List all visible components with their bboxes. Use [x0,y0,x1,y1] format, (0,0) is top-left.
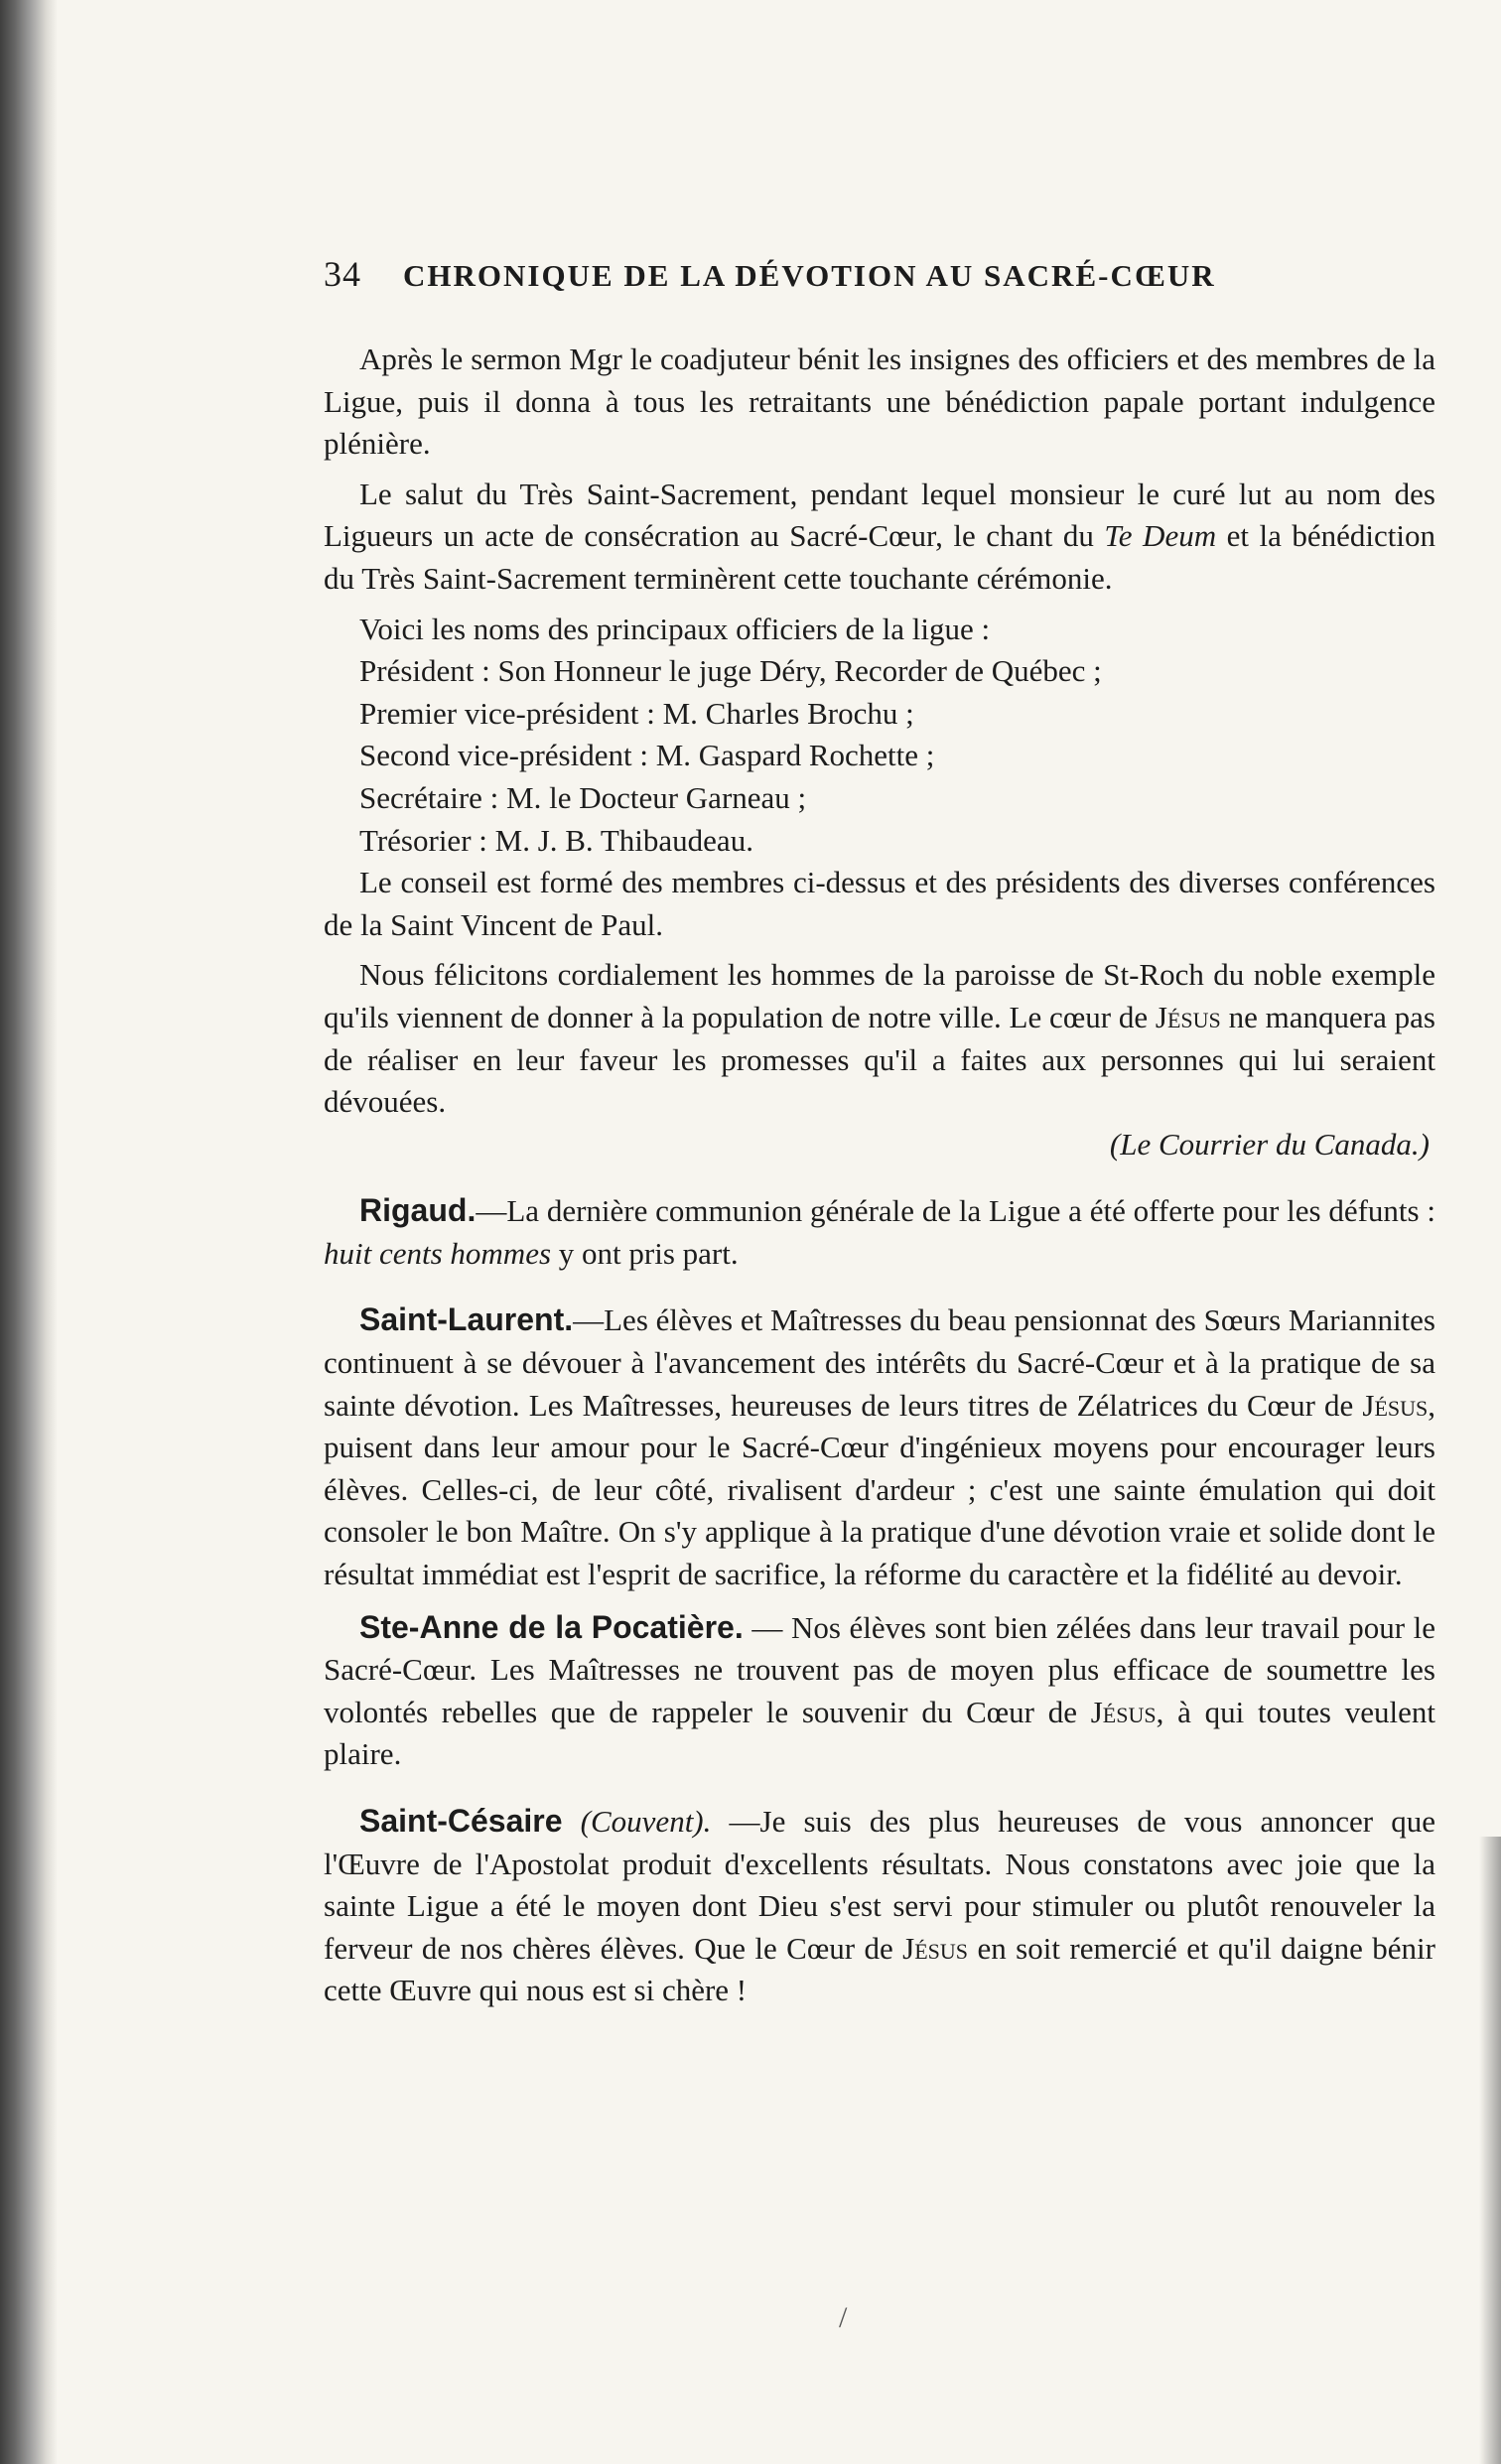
officer-line: Trésorier : M. J. B. Thibaudeau. [359,822,753,858]
officer-line: Secrétaire : M. le Docteur Garneau ; [359,779,807,815]
text: ne manquera pas de réaliser en leur faveur les promesses qu'il a faites aux personnes qui lui seraient dévouées. [324,999,1435,1120]
text: , à qui toutes veulent plaire. [324,1694,1435,1772]
text: —Je suis des plus heureuses de vous annoncer que l'Œuvre de l'Apostolat produit d'excellents résultats. Nous constatons avec joie que la sainte Ligue a été le moyen dont Dieu s'est servi pour stimuler ou plutôt renouveler la ferveur de nos chères élèves. Que le Cœur de [324,1804,1436,1966]
emphasis: huit cents hommes [324,1235,552,1271]
section-lead: Rigaud. [359,1192,477,1229]
emphasis-te-deum: Te Deum [1104,518,1217,554]
running-title: CHRONIQUE DE LA DÉVOTION AU SACRÉ-CŒUR [403,258,1216,293]
name-jesus: Jésus [1090,1694,1157,1729]
text: y ont pris part. [551,1235,739,1271]
section-lead: Ste-Anne de la Pocatière. [359,1608,744,1645]
section-ste-anne [324,1606,1435,1776]
text: —Les élèves et Maîtresses du beau pensionnat des Sœurs Mariannites continuent à se dévouer à l'avancement des intérêts du Sacré-Cœur et à la pratique de sa sainte dévotion. Les Maîtresses, heureuses de leurs titres de Zélatrices du Cœur de [324,1302,1435,1423]
source-citation: (Le Courrier du Canada.) [1109,1126,1430,1162]
text: —La dernière communion générale de la Ligue a été offerte pour les défunts : [476,1193,1435,1229]
paragraph-council: Le conseil est formé des membres ci-dessus et des présidents des diverses conférences de la Saint Vincent de Paul. [324,865,1435,942]
scan-edge-shadow [1479,1837,1501,2464]
text: , puisent dans leur amour pour le Sacré-Cœur d'ingénieux moyens pour encourager leurs élèves. Celles-ci, de leur côté, rivalisent d'ardeur ; c'est une sainte émulation qui doit consoler le bon Maître. On s'y applique à la pratique d'une dévotion vraie et solide dont le résultat immédiat est l'esprit de sacrifice, la réforme du caractère et la fidélité au devoir. [324,1387,1435,1592]
document-page [324,253,1435,2036]
name-jesus: Jésus [1362,1387,1429,1423]
emphasis: (Couvent). [580,1804,712,1839]
scan-binding-shadow [0,0,58,2464]
paragraph-salut [324,474,1435,601]
paragraph-officers-intro: Voici les noms des principaux officiers de la ligue : [359,611,991,646]
section-rigaud [324,1189,1435,1275]
name-jesus: Jésus [1155,999,1221,1034]
section-lead: Saint-Laurent. [359,1301,574,1338]
officer-line: Président : Son Honneur le juge Déry, Recorder de Québec ; [359,653,1102,689]
officer-line: Premier vice-président : M. Charles Brochu ; [359,695,914,731]
section-lead: Saint-Césaire [359,1803,563,1839]
text: et la bénédiction du Très Saint-Sacrement terminèrent cette touchante cérémonie. [324,518,1435,596]
stray-mark: / [839,2301,848,2334]
officer-line: Second vice-président : M. Gaspard Rochette ; [359,738,935,773]
section-saint-laurent [324,1299,1435,1595]
section-saint-cesaire [324,1800,1435,2012]
text: Le salut du Très Saint-Sacrement, pendant lequel monsieur le curé lut au nom des Ligueurs un acte de consécration au Sacré-Cœur, le chant du [324,476,1435,554]
paragraph-blessing: Après le sermon Mgr le coadjuteur bénit les insignes des officiers et des membres de la Ligue, puis il donna à tous les retraitants une bénédiction papale portant indulgence plénière. [324,342,1435,462]
page-number: 34 [324,254,361,294]
paragraph-congratulations [324,954,1435,1123]
page-header [324,253,1435,313]
page-body [324,339,1435,2012]
text: Nous félicitons cordialement les hommes de la paroisse de St-Roch du noble exemple qu'ils viennent de donner à la population de notre ville. Le cœur de [324,957,1435,1034]
text: — Nos élèves sont bien zélées dans leur travail pour le Sacré-Cœur. Les Maîtresses ne trouvent pas de moyen plus efficace de soumettre les volontés rebelles que de rappeler le souvenir du Cœur de [324,1609,1436,1729]
text: en soit remercié et qu'il daigne bénir cette Œuvre qui nous est si chère ! [324,1930,1435,2008]
name-jesus: Jésus [902,1930,969,1966]
